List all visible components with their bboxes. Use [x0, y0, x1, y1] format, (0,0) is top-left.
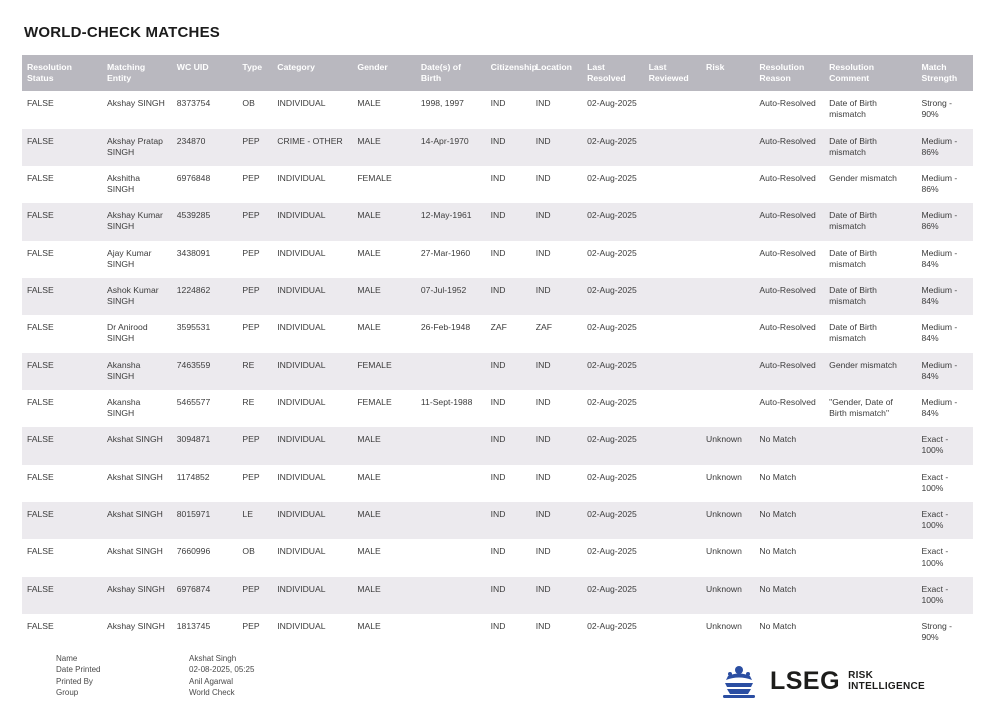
cell-resolution-comment: Gender mismatch — [824, 166, 916, 203]
cell-last-resolved: 02-Aug-2025 — [582, 129, 644, 166]
cell-location: IND — [531, 502, 582, 539]
cell-risk: Unknown — [701, 577, 754, 614]
cell-resolution-status: FALSE — [22, 278, 102, 315]
cell-match-strength: Medium - 84% — [916, 241, 973, 278]
cell-matching-entity: Ashok Kumar SINGH — [102, 278, 172, 315]
cell-citizenship: IND — [486, 465, 531, 502]
cell-type: OB — [237, 539, 272, 576]
column-header-risk: Risk — [701, 55, 754, 91]
column-header-citizenship: Citizenship — [486, 55, 531, 91]
cell-citizenship: IND — [486, 390, 531, 427]
cell-resolution-reason: Auto-Resolved — [754, 278, 824, 315]
brand-tagline — [848, 670, 925, 693]
cell-resolution-reason: Auto-Resolved — [754, 91, 824, 128]
table-row — [22, 577, 973, 614]
cell-dob: 26-Feb-1948 — [416, 315, 486, 352]
footer-value-group: World Check — [189, 688, 235, 698]
cell-match-strength: Strong - 90% — [916, 91, 973, 128]
cell-type: PEP — [237, 278, 272, 315]
cell-resolution-comment — [824, 502, 916, 539]
cell-resolution-comment — [824, 539, 916, 576]
cell-last-resolved: 02-Aug-2025 — [582, 577, 644, 614]
cell-last-resolved: 02-Aug-2025 — [582, 539, 644, 576]
cell-type: PEP — [237, 166, 272, 203]
cell-wc-uid: 3094871 — [172, 427, 238, 464]
cell-citizenship: IND — [486, 129, 531, 166]
cell-matching-entity: Akshay Kumar SINGH — [102, 203, 172, 240]
lseg-logo — [717, 663, 925, 699]
world-check-matches-table — [22, 55, 973, 651]
column-header-dob: Date(s) of Birth — [416, 55, 486, 91]
brand-text — [770, 667, 925, 696]
cell-wc-uid: 8373754 — [172, 91, 238, 128]
cell-risk — [701, 91, 754, 128]
cell-location: IND — [531, 353, 582, 390]
cell-resolution-status: FALSE — [22, 577, 102, 614]
footer-label-group: Group — [56, 688, 79, 698]
cell-wc-uid: 4539285 — [172, 203, 238, 240]
cell-wc-uid: 1224862 — [172, 278, 238, 315]
cell-last-resolved: 02-Aug-2025 — [582, 166, 644, 203]
cell-gender: FEMALE — [352, 353, 416, 390]
cell-type: PEP — [237, 465, 272, 502]
cell-wc-uid: 8015971 — [172, 502, 238, 539]
cell-type: PEP — [237, 614, 272, 651]
table-row — [22, 502, 973, 539]
cell-last-reviewed — [644, 91, 701, 128]
cell-risk — [701, 241, 754, 278]
cell-matching-entity: Akshay SINGH — [102, 577, 172, 614]
cell-last-resolved: 02-Aug-2025 — [582, 241, 644, 278]
cell-wc-uid: 1813745 — [172, 614, 238, 651]
cell-type: PEP — [237, 203, 272, 240]
column-header-resolution-reason: Resolution Reason — [754, 55, 824, 91]
cell-type: OB — [237, 91, 272, 128]
footer-row-date-printed — [56, 664, 254, 675]
table-row — [22, 129, 973, 166]
cell-category: INDIVIDUAL — [272, 539, 352, 576]
cell-resolution-status: FALSE — [22, 91, 102, 128]
cell-matching-entity: Ajay Kumar SINGH — [102, 241, 172, 278]
cell-matching-entity: Dr Anirood SINGH — [102, 315, 172, 352]
cell-category: INDIVIDUAL — [272, 614, 352, 651]
cell-match-strength: Exact - 100% — [916, 465, 973, 502]
cell-resolution-status: FALSE — [22, 353, 102, 390]
cell-match-strength: Exact - 100% — [916, 427, 973, 464]
cell-category: INDIVIDUAL — [272, 278, 352, 315]
cell-type: RE — [237, 353, 272, 390]
cell-resolution-reason: Auto-Resolved — [754, 166, 824, 203]
cell-match-strength: Medium - 84% — [916, 390, 973, 427]
table-row — [22, 91, 973, 128]
cell-location: IND — [531, 129, 582, 166]
cell-resolution-status: FALSE — [22, 129, 102, 166]
cell-gender: MALE — [352, 427, 416, 464]
cell-risk — [701, 390, 754, 427]
footer-value-printed-by: Anil Agarwal — [189, 676, 234, 686]
cell-dob — [416, 502, 486, 539]
cell-match-strength: Medium - 84% — [916, 353, 973, 390]
cell-category: INDIVIDUAL — [272, 465, 352, 502]
column-header-matching-entity: Matching Entity — [102, 55, 172, 91]
cell-resolution-comment: Date of Birth mismatch — [824, 91, 916, 128]
footer-label-printed-by: Printed By — [56, 676, 93, 686]
cell-wc-uid: 6976848 — [172, 166, 238, 203]
cell-citizenship: IND — [486, 353, 531, 390]
cell-location: IND — [531, 241, 582, 278]
column-header-location: Location — [531, 55, 582, 91]
cell-matching-entity: Akshay SINGH — [102, 91, 172, 128]
table-row — [22, 427, 973, 464]
cell-wc-uid: 7463559 — [172, 353, 238, 390]
cell-wc-uid: 7660996 — [172, 539, 238, 576]
column-header-resolution-status: Resolution Status — [22, 55, 102, 91]
cell-last-resolved: 02-Aug-2025 — [582, 427, 644, 464]
table-body — [22, 91, 973, 651]
cell-gender: MALE — [352, 129, 416, 166]
cell-risk — [701, 315, 754, 352]
cell-location: IND — [531, 390, 582, 427]
cell-match-strength: Medium - 86% — [916, 129, 973, 166]
cell-dob: 1998, 1997 — [416, 91, 486, 128]
cell-risk — [701, 203, 754, 240]
cell-matching-entity: Akansha SINGH — [102, 353, 172, 390]
cell-matching-entity: Akshay SINGH — [102, 614, 172, 651]
cell-last-resolved: 02-Aug-2025 — [582, 278, 644, 315]
cell-citizenship: ZAF — [486, 315, 531, 352]
column-header-last-resolved: Last Resolved — [582, 55, 644, 91]
footer-row-printed-by — [56, 676, 254, 687]
cell-dob: 11-Sept-1988 — [416, 390, 486, 427]
cell-wc-uid: 3438091 — [172, 241, 238, 278]
cell-location: IND — [531, 539, 582, 576]
cell-citizenship: IND — [486, 241, 531, 278]
cell-type: PEP — [237, 577, 272, 614]
cell-wc-uid: 1174852 — [172, 465, 238, 502]
cell-last-reviewed — [644, 353, 701, 390]
cell-last-reviewed — [644, 502, 701, 539]
cell-category: INDIVIDUAL — [272, 166, 352, 203]
column-header-resolution-comment: Resolution Comment — [824, 55, 916, 91]
cell-resolution-reason: No Match — [754, 427, 824, 464]
cell-resolution-status: FALSE — [22, 315, 102, 352]
cell-gender: MALE — [352, 91, 416, 128]
cell-citizenship: IND — [486, 203, 531, 240]
cell-location: IND — [531, 465, 582, 502]
column-header-type: Type — [237, 55, 272, 91]
cell-risk: Unknown — [701, 539, 754, 576]
cell-last-resolved: 02-Aug-2025 — [582, 315, 644, 352]
cell-last-reviewed — [644, 278, 701, 315]
cell-resolution-reason: Auto-Resolved — [754, 203, 824, 240]
column-header-category: Category — [272, 55, 352, 91]
cell-resolution-comment: Date of Birth mismatch — [824, 241, 916, 278]
page-title: WORLD-CHECK MATCHES — [24, 24, 221, 41]
cell-last-resolved: 02-Aug-2025 — [582, 390, 644, 427]
cell-resolution-status: FALSE — [22, 614, 102, 651]
cell-matching-entity: Akshat SINGH — [102, 465, 172, 502]
cell-last-reviewed — [644, 203, 701, 240]
cell-category: INDIVIDUAL — [272, 427, 352, 464]
table-header-row — [22, 55, 973, 91]
crest-icon — [717, 663, 761, 699]
cell-type: PEP — [237, 427, 272, 464]
cell-category: INDIVIDUAL — [272, 390, 352, 427]
cell-last-reviewed — [644, 539, 701, 576]
cell-resolution-status: FALSE — [22, 427, 102, 464]
cell-matching-entity: Akshay Pratap SINGH — [102, 129, 172, 166]
cell-gender: FEMALE — [352, 166, 416, 203]
cell-risk: Unknown — [701, 614, 754, 651]
column-header-wc-uid: WC UID — [172, 55, 238, 91]
cell-wc-uid: 3595531 — [172, 315, 238, 352]
cell-risk: Unknown — [701, 427, 754, 464]
cell-gender: MALE — [352, 502, 416, 539]
cell-gender: MALE — [352, 278, 416, 315]
cell-risk — [701, 129, 754, 166]
cell-type: PEP — [237, 241, 272, 278]
cell-risk — [701, 278, 754, 315]
document-footer — [0, 645, 995, 718]
cell-citizenship: IND — [486, 502, 531, 539]
cell-resolution-comment — [824, 427, 916, 464]
cell-dob — [416, 353, 486, 390]
cell-category: INDIVIDUAL — [272, 577, 352, 614]
cell-type: LE — [237, 502, 272, 539]
cell-resolution-reason: No Match — [754, 502, 824, 539]
cell-resolution-comment — [824, 465, 916, 502]
cell-location: IND — [531, 577, 582, 614]
cell-category: CRIME - OTHER — [272, 129, 352, 166]
cell-category: INDIVIDUAL — [272, 241, 352, 278]
cell-gender: MALE — [352, 614, 416, 651]
cell-wc-uid: 5465577 — [172, 390, 238, 427]
cell-gender: MALE — [352, 539, 416, 576]
cell-match-strength: Exact - 100% — [916, 577, 973, 614]
cell-dob — [416, 539, 486, 576]
cell-category: INDIVIDUAL — [272, 502, 352, 539]
cell-resolution-status: FALSE — [22, 241, 102, 278]
cell-last-reviewed — [644, 166, 701, 203]
table-row — [22, 465, 973, 502]
cell-resolution-reason: No Match — [754, 577, 824, 614]
cell-location: ZAF — [531, 315, 582, 352]
cell-last-resolved: 02-Aug-2025 — [582, 91, 644, 128]
cell-citizenship: IND — [486, 427, 531, 464]
cell-gender: FEMALE — [352, 390, 416, 427]
table-row — [22, 203, 973, 240]
cell-gender: MALE — [352, 203, 416, 240]
cell-risk: Unknown — [701, 465, 754, 502]
cell-resolution-reason: No Match — [754, 614, 824, 651]
cell-resolution-comment: Date of Birth mismatch — [824, 129, 916, 166]
cell-match-strength: Medium - 84% — [916, 278, 973, 315]
cell-resolution-reason: No Match — [754, 539, 824, 576]
footer-row-group — [56, 687, 254, 698]
table-row — [22, 278, 973, 315]
cell-location: IND — [531, 614, 582, 651]
footer-metadata — [56, 653, 254, 698]
table-row — [22, 315, 973, 352]
cell-last-resolved: 02-Aug-2025 — [582, 502, 644, 539]
cell-location: IND — [531, 91, 582, 128]
cell-resolution-reason: Auto-Resolved — [754, 390, 824, 427]
cell-match-strength: Medium - 86% — [916, 166, 973, 203]
cell-last-reviewed — [644, 390, 701, 427]
cell-dob — [416, 465, 486, 502]
cell-resolution-comment: Date of Birth mismatch — [824, 315, 916, 352]
cell-match-strength: Medium - 84% — [916, 315, 973, 352]
cell-matching-entity: Akshitha SINGH — [102, 166, 172, 203]
cell-gender: MALE — [352, 241, 416, 278]
cell-last-resolved: 02-Aug-2025 — [582, 203, 644, 240]
cell-resolution-reason: Auto-Resolved — [754, 353, 824, 390]
brand-name: LSEG — [769, 666, 841, 695]
cell-dob: 07-Jul-1952 — [416, 278, 486, 315]
cell-resolution-status: FALSE — [22, 539, 102, 576]
cell-resolution-status: FALSE — [22, 390, 102, 427]
cell-location: IND — [531, 278, 582, 315]
cell-category: INDIVIDUAL — [272, 203, 352, 240]
cell-match-strength: Exact - 100% — [916, 502, 973, 539]
footer-label-date-printed: Date Printed — [56, 665, 101, 675]
cell-last-resolved: 02-Aug-2025 — [582, 614, 644, 651]
cell-citizenship: IND — [486, 166, 531, 203]
table-header — [22, 55, 973, 91]
cell-citizenship: IND — [486, 91, 531, 128]
cell-last-resolved: 02-Aug-2025 — [582, 465, 644, 502]
table-row — [22, 390, 973, 427]
cell-matching-entity: Akshat SINGH — [102, 539, 172, 576]
cell-category: INDIVIDUAL — [272, 315, 352, 352]
cell-last-reviewed — [644, 465, 701, 502]
cell-last-reviewed — [644, 315, 701, 352]
cell-match-strength: Exact - 100% — [916, 539, 973, 576]
cell-category: INDIVIDUAL — [272, 353, 352, 390]
cell-resolution-status: FALSE — [22, 166, 102, 203]
cell-resolution-reason: Auto-Resolved — [754, 129, 824, 166]
cell-resolution-comment: "Gender, Date of Birth mismatch" — [824, 390, 916, 427]
cell-risk — [701, 353, 754, 390]
cell-gender: MALE — [352, 315, 416, 352]
cell-wc-uid: 6976874 — [172, 577, 238, 614]
cell-location: IND — [531, 427, 582, 464]
brand-tagline-line2: INTELLIGENCE — [848, 681, 925, 692]
cell-resolution-comment: Date of Birth mismatch — [824, 203, 916, 240]
cell-resolution-reason: No Match — [754, 465, 824, 502]
cell-wc-uid: 234870 — [172, 129, 238, 166]
cell-risk — [701, 166, 754, 203]
cell-resolution-reason: Auto-Resolved — [754, 241, 824, 278]
cell-dob — [416, 166, 486, 203]
cell-category: INDIVIDUAL — [272, 91, 352, 128]
cell-gender: MALE — [352, 465, 416, 502]
brand-tagline-line1: RISK — [848, 669, 874, 681]
cell-last-reviewed — [644, 241, 701, 278]
cell-matching-entity: Akshat SINGH — [102, 427, 172, 464]
cell-location: IND — [531, 203, 582, 240]
cell-match-strength: Strong - 90% — [916, 614, 973, 651]
cell-type: PEP — [237, 129, 272, 166]
footer-value-date-printed: 02-08-2025, 05:25 — [189, 665, 255, 675]
cell-citizenship: IND — [486, 614, 531, 651]
cell-dob — [416, 427, 486, 464]
cell-last-reviewed — [644, 577, 701, 614]
column-header-last-reviewed: Last Reviewed — [644, 55, 701, 91]
cell-matching-entity: Akansha SINGH — [102, 390, 172, 427]
cell-dob: 27-Mar-1960 — [416, 241, 486, 278]
cell-resolution-reason: Auto-Resolved — [754, 315, 824, 352]
cell-resolution-comment: Date of Birth mismatch — [824, 278, 916, 315]
footer-label-name: Name — [56, 654, 78, 663]
cell-risk: Unknown — [701, 502, 754, 539]
cell-type: RE — [237, 390, 272, 427]
cell-resolution-status: FALSE — [22, 502, 102, 539]
cell-type: PEP — [237, 315, 272, 352]
table-row — [22, 539, 973, 576]
table-row — [22, 241, 973, 278]
cell-match-strength: Medium - 86% — [916, 203, 973, 240]
cell-dob: 12-May-1961 — [416, 203, 486, 240]
column-header-match-strength: Match Strength — [916, 55, 973, 91]
cell-resolution-comment: Gender mismatch — [824, 353, 916, 390]
cell-citizenship: IND — [486, 539, 531, 576]
table-row — [22, 166, 973, 203]
cell-last-resolved: 02-Aug-2025 — [582, 353, 644, 390]
cell-citizenship: IND — [486, 577, 531, 614]
cell-resolution-status: FALSE — [22, 203, 102, 240]
cell-dob: 14-Apr-1970 — [416, 129, 486, 166]
column-header-gender: Gender — [352, 55, 416, 91]
cell-last-reviewed — [644, 427, 701, 464]
cell-citizenship: IND — [486, 278, 531, 315]
cell-gender: MALE — [352, 577, 416, 614]
footer-value-name: Akshat Singh — [189, 654, 237, 663]
cell-location: IND — [531, 166, 582, 203]
table-row — [22, 353, 973, 390]
cell-matching-entity: Akshat SINGH — [102, 502, 172, 539]
cell-resolution-status: FALSE — [22, 465, 102, 502]
cell-last-reviewed — [644, 129, 701, 166]
footer-row-name — [56, 653, 254, 664]
cell-resolution-comment — [824, 577, 916, 614]
cell-dob — [416, 577, 486, 614]
